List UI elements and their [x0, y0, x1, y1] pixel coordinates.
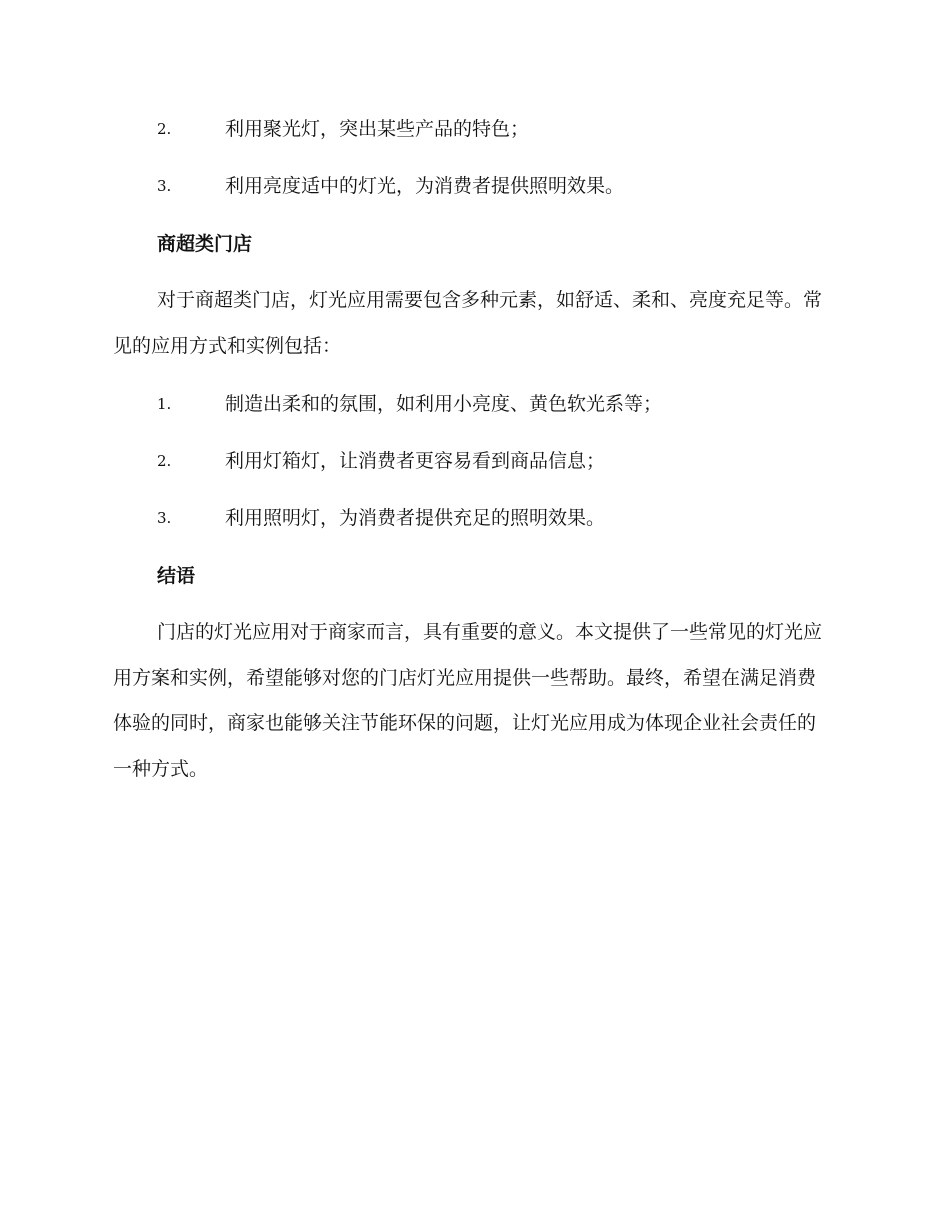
list-item	[0, 172, 950, 200]
list-item	[0, 447, 950, 475]
list-text: 利用照明灯，为消费者提供充足的照明效果。	[225, 507, 606, 529]
list-number: 1.	[157, 395, 172, 413]
list-item	[0, 504, 950, 532]
section-heading-supermarket: 商超类门店	[157, 233, 253, 255]
list-text: 利用亮度适中的灯光，为消费者提供照明效果。	[225, 175, 625, 197]
list-item	[0, 390, 950, 418]
list-text: 利用灯箱灯，让消费者更容易看到商品信息；	[225, 450, 606, 472]
list-text: 利用聚光灯，突出某些产品的特色；	[225, 118, 530, 140]
supermarket-paragraph: 对于商超类门店，灯光应用需要包含多种元素，如舒适、柔和、亮度充足等。常见的应用方式和实例包括：	[113, 289, 823, 357]
conclusion-paragraph: 门店的灯光应用对于商家而言，具有重要的意义。本文提供了一些常见的灯光应用方案和实例，希望能够对您的门店灯光应用提供一些帮助。最终，希望在满足消费体验的同时，商家也能够关注节能环保的问题，让灯光应用成为体现企业社会责任的一种方式。	[113, 621, 823, 780]
section-heading-conclusion: 结语	[157, 565, 196, 587]
list-item	[0, 115, 950, 143]
list-number: 3.	[157, 177, 172, 195]
list-number: 3.	[157, 509, 172, 527]
list-text: 制造出柔和的氛围，如利用小亮度、黄色软光系等；	[225, 393, 663, 415]
list-number: 2.	[157, 452, 172, 470]
list-number: 2.	[157, 120, 172, 138]
